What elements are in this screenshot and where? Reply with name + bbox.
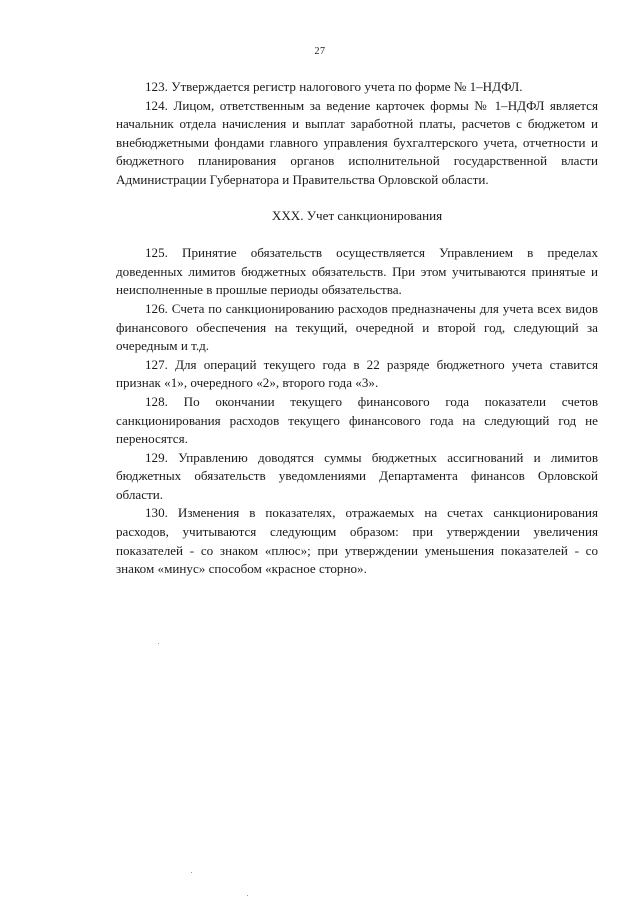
scan-speck bbox=[247, 895, 248, 896]
page-number: 27 bbox=[314, 46, 326, 57]
paragraph-123: 123. Утверждается регистр налогового учета по форме № 1–НДФЛ. bbox=[145, 79, 523, 94]
paragraph-126: 126. Счета по санкционированию расходов предназначены для учета всех видов финансового обеспечения на текущий, очередной и второй год, следующий за очередным и т.д. bbox=[116, 300, 598, 354]
section-heading: XXX. Учет санкционирования bbox=[271, 207, 443, 223]
paragraph-125: 125. Принятие обязательств осуществляется Управлением в пределах доведенных лимитов бюджетных обязательств. При этом учитываются принятые и неисполненные в прошлые периоды обязательства. bbox=[116, 245, 598, 298]
paragraph-128: 128. По окончании текущего финансового года показатели счетов санкционирования расходов текущего финансового года на следующий год не переносятся. bbox=[116, 393, 598, 447]
paragraph-124: 124. Лицом, ответственным за ведение карточек формы № 1–НДФЛ является начальник отдела начисления и выплат заработной платы, расчетов с бюджетом и внебюджетными фондами главного управления бухгалтерского учета, отчетности и бюджетного планирования органов исполнительной государственной власти Администрации Губернатора и Правительства Орловской области. bbox=[116, 97, 598, 187]
paragraph-130: 130. Изменения в показателях, отражаемых на счетах санкционирования расходов, учитываются следующим образом: при утверждении увеличения показателей - со знаком «плюс»; при утверждении уменьшения показателей - со знаком «минус» способом «красное сторно». bbox=[116, 505, 598, 577]
scan-speck bbox=[158, 643, 159, 644]
paragraph-129: 129. Управлению доводятся суммы бюджетных ассигнований и лимитов бюджетных обязательств уведомлениями Департамента финансов Орловской области. bbox=[116, 449, 598, 502]
paragraph-127: 127. Для операций текущего года в 22 разряде бюджетного учета ставится признак «1», очередного «2», второго года «3». bbox=[116, 356, 598, 391]
scan-speck bbox=[191, 872, 192, 873]
document-body bbox=[116, 78, 598, 579]
